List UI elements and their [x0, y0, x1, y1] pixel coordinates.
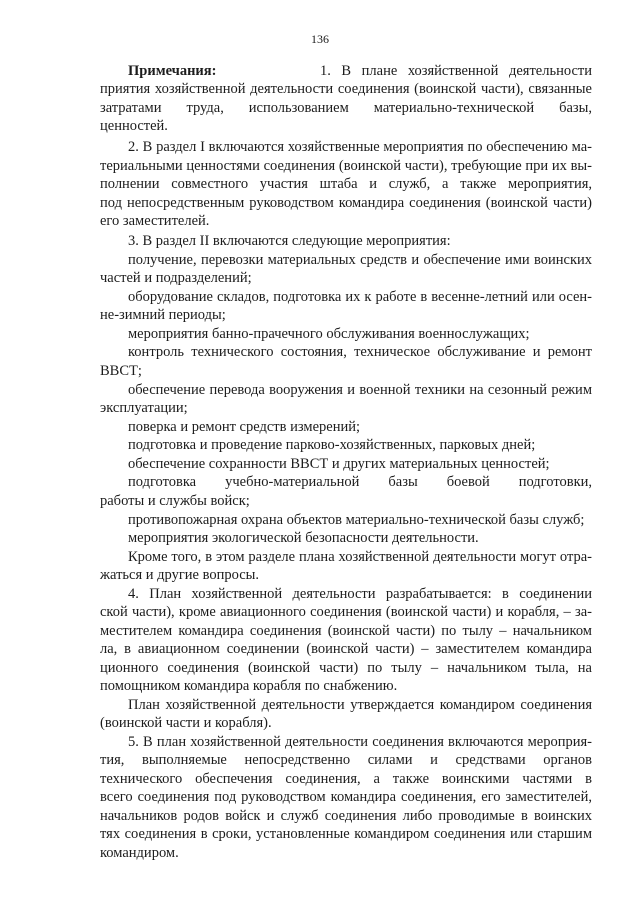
text-line: затратами труда, использованием материально-технической базы,: [100, 100, 592, 116]
text-line: тия, выполняемые непосредственно силами и средствами органов: [100, 752, 592, 768]
text-line: частей и подразделений;: [100, 270, 252, 286]
text-line: эксплуатации;: [100, 400, 188, 416]
text-line: контроль технического состояния, техническое обслуживание и ремонт: [128, 344, 592, 360]
text-line: ла, в авиационном соединении (воинской части) – заместителем командира: [100, 641, 592, 657]
text-line: подготовка и проведение парково-хозяйственных, парковых дней;: [128, 437, 536, 453]
text-line: командиром.: [100, 845, 179, 861]
text-line: подготовка учебно-материальной базы боевой подготовки,: [128, 474, 592, 490]
text-line: поверка и ремонт средств измерений;: [128, 419, 360, 435]
text-line: ВВСТ;: [100, 363, 142, 379]
text-line: под непосредственным руководством командира соединения (воинской части): [100, 195, 592, 211]
text-line: помощником командира корабля по снабжению.: [100, 678, 398, 694]
text-line: мероприятия экологической безопасности деятельности.: [128, 530, 479, 546]
text-line: полнении совместного участия штаба и служб, а также мероприятия,: [100, 176, 592, 192]
text-line: ценностей.: [100, 118, 168, 134]
text-line: 1. В плане хозяйственной деятельности: [320, 63, 592, 79]
notes-label: Примечания:: [128, 63, 217, 79]
text-line: оборудование складов, подготовка их к работе в весенне-летний или осен-: [128, 289, 592, 305]
text-line: териальными ценностями соединения (воинской части), требующие при их вы-: [100, 158, 592, 174]
text-line: противопожарная охрана объектов материально-технической базы служб;: [128, 512, 585, 528]
text-line: технического обеспечения соединения, а также воинскими частями в: [100, 771, 592, 787]
text-line: ционного соединения (воинской части) по тылу – начальником тыла, на: [100, 660, 592, 676]
text-line: План хозяйственной деятельности утверждается командиром соединения: [128, 697, 592, 713]
text-line: мероприятия банно-прачечного обслуживания военнослужащих;: [128, 326, 530, 342]
text-line: ской части), кроме авиационного соединения (воинской части) и корабля, – за-: [100, 604, 592, 620]
text-line: приятия хозяйственной деятельности соединения (воинской части), связанные: [100, 81, 592, 97]
text-line: 5. В план хозяйственной деятельности соединения включаются мероприя-: [128, 734, 592, 750]
text-line: жаться и другие вопросы.: [100, 567, 260, 583]
text-line: тях соединения в сроки, установленные командиром соединения или старшим: [100, 826, 592, 842]
text-line: 3. В раздел II включаются следующие мероприятия:: [128, 233, 451, 249]
text-line: 4. План хозяйственной деятельности разрабатывается: в соединении: [128, 586, 592, 602]
text-line: обеспечение перевода вооружения и военной техники на сезонный режим: [128, 382, 592, 398]
text-line: (воинской части и корабля).: [100, 715, 272, 731]
text-line: получение, перевозки материальных средств и обеспечение ими воинских: [128, 252, 592, 268]
text-line: обеспечение сохранности ВВСТ и других материальных ценностей;: [128, 456, 550, 472]
text-line: местителем командира соединения (воинской части) по тылу – начальником: [100, 623, 592, 639]
text-line: начальников родов войск и служб соединения либо проводимые в воинских: [100, 808, 592, 824]
text-line: не-зимний периоды;: [100, 307, 226, 323]
text-line: 2. В раздел I включаются хозяйственные мероприятия по обеспечению ма-: [128, 139, 592, 155]
text-line: работы и службы войск;: [100, 493, 250, 509]
text-line: Кроме того, в этом разделе плана хозяйственной деятельности могут отра-: [128, 549, 592, 565]
text-line: его заместителей.: [100, 213, 210, 229]
page-number: 136: [311, 32, 329, 46]
text-line: всего соединения под руководством командира соединения, его заместителей,: [100, 789, 592, 805]
